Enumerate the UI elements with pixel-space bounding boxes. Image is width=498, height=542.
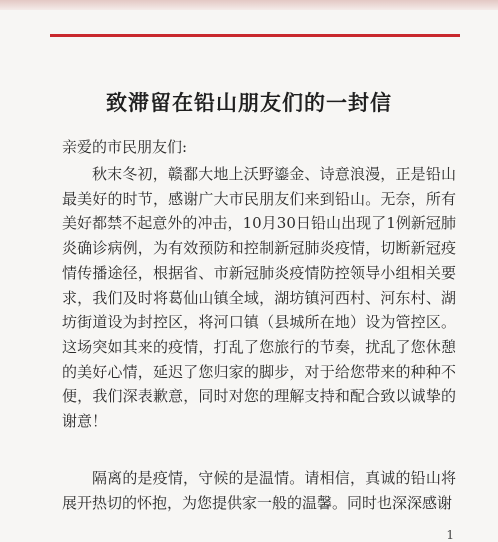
red-header-rule bbox=[50, 34, 460, 37]
header-strip bbox=[0, 0, 498, 10]
page-number: 1 bbox=[446, 528, 454, 542]
body-paragraph: 秋末冬初，赣鄱大地上沃野鎏金、诗意浪漫，正是铅山最美好的时节，感谢广大市民朋友们来到铅山。无奈，所有美好都禁不起意外的冲击，10月30日铅山出现了1例新冠肺炎确诊病例，为有效预防和控制新冠肺炎疫情，切断新冠疫情传播途径，根据省、市新冠肺炎疫情防控领导小组相关要求，我们及时将葛仙山镇全域，湖坊镇河西村、河东村、湖坊街道设为封控区，将河口镇（县城所在地）设为管控区。这场突如其来的疫情，打乱了您旅行的节奏，扰乱了您休憩的美好心情，延迟了您归家的脚步，对于给您带来的种种不便，我们深表歉意，同时对您的理解支持和配合致以诚挚的谢意！ bbox=[62, 165, 456, 431]
body-paragraph: 隔离的是疫情，守候的是温情。请相信，真诚的铅山将展开热切的怀抱，为您提供家一般的温馨。同时也深深感谢 bbox=[62, 469, 456, 512]
salutation: 亲爱的市民朋友们: bbox=[62, 138, 188, 156]
letter-title: 致滞留在铅山朋友们的一封信 bbox=[106, 90, 392, 115]
